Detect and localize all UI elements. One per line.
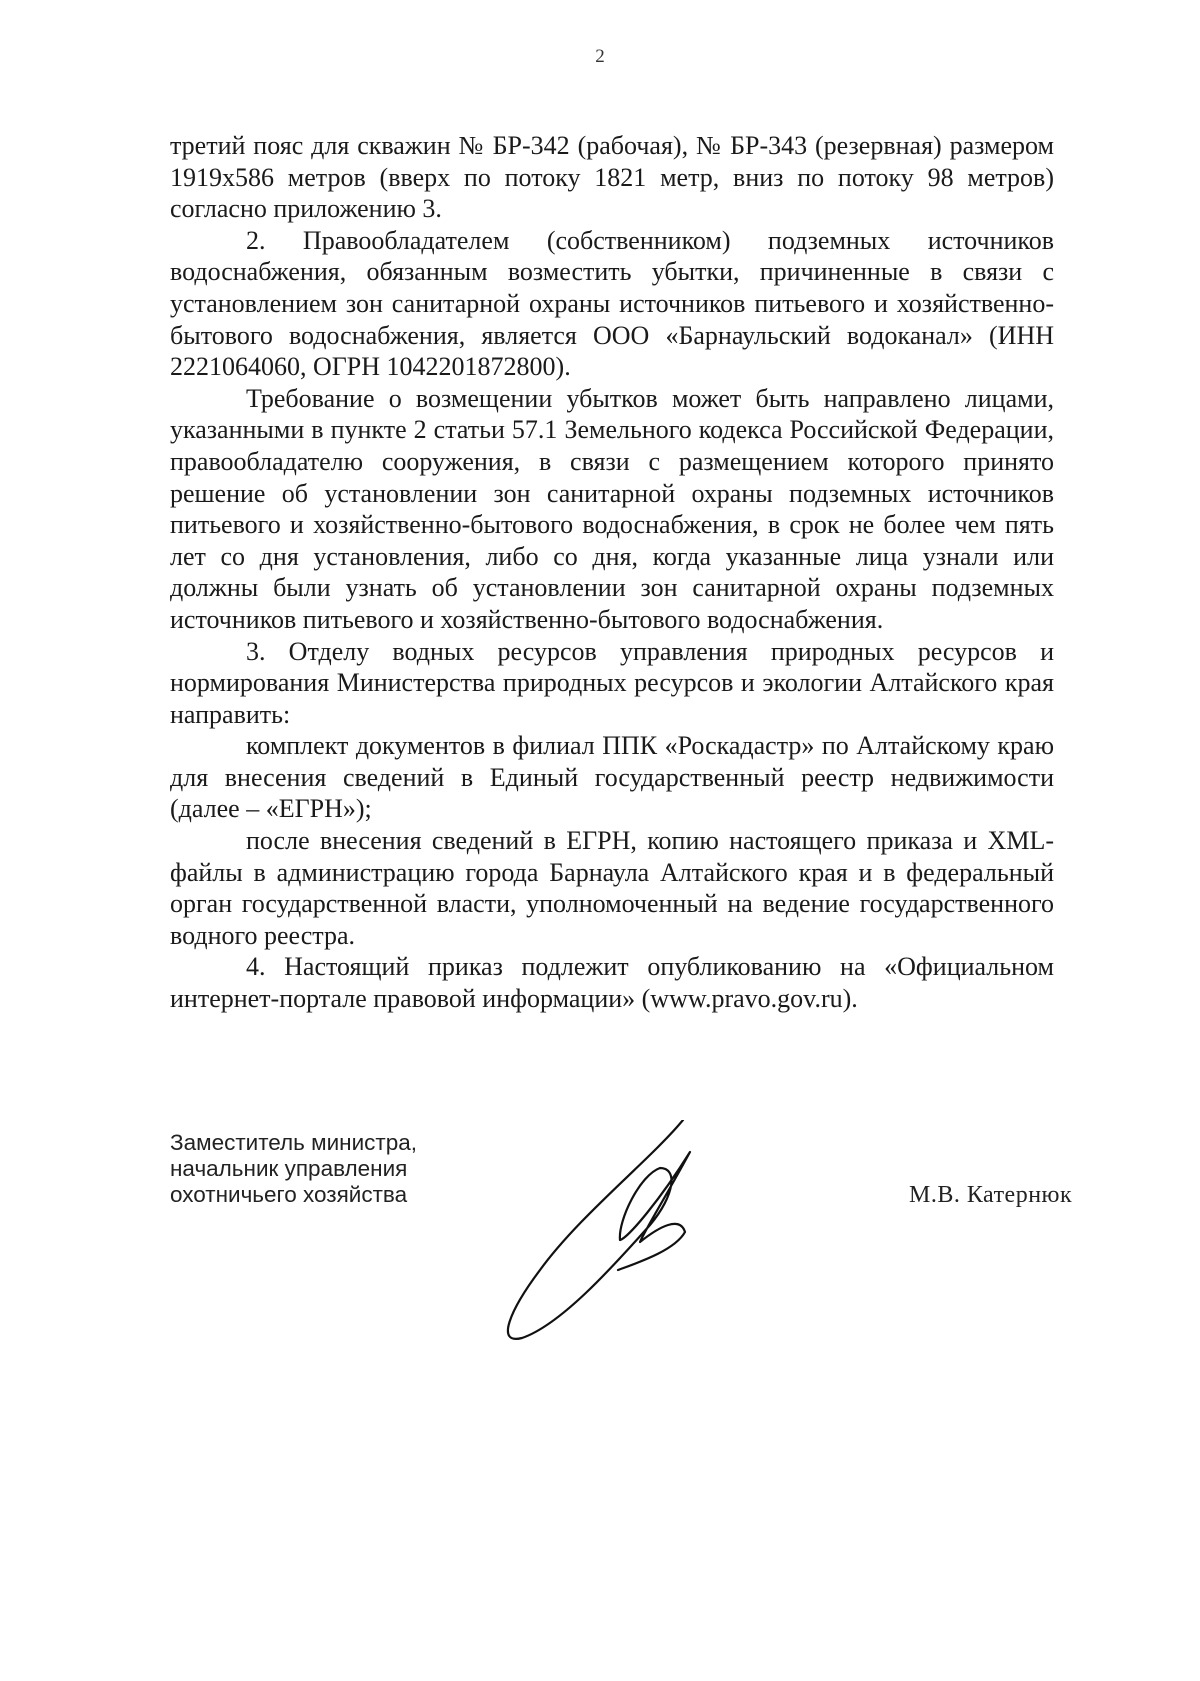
paragraph-third-zone: третий пояс для скважин № БР-342 (рабочая), № БР-343 (резервная) размером 1919х586 метров (вверх по потоку 1821 метр, вниз по потоку 98 метров) согласно приложению 3. (170, 131, 1054, 224)
paragraph-item-3-b: после внесения сведений в ЕГРН, копию настоящего приказа и XML-файлы в администрацию города Барнаула Алтайского края и в федеральный орган государственной власти, уполномоченный на ведение государственного водного реестра. (170, 826, 1054, 950)
paragraph-compensation: Требование о возмещении убытков может быть направлено лицами, указанными в пункте 2 статьи 57.1 Земельного кодекса Российской Федерации, правообладателю сооружения, в связи с размещением которого принято решение об установлении зон санитарной охраны подземных источников питьевого и хозяйственно-бытового водоснабжения, в срок не более чем пять лет со дня установления, либо со дня, когда указанные лица узнали или должны были узнать об установлении зон санитарной охраны подземных источников питьевого и хозяйственно-бытового водоснабжения. (170, 383, 1054, 634)
signer-position-line: охотничьего хозяйства (170, 1182, 408, 1207)
signer-position-line: Заместитель министра, (170, 1130, 417, 1155)
signer-position-line: начальник управления (170, 1156, 408, 1181)
signer-position (170, 1130, 417, 1208)
handwritten-signature (500, 1120, 750, 1350)
page-number: 2 (595, 46, 605, 67)
document-body (170, 130, 1054, 1015)
paragraph-item-3-a: комплект документов в филиал ППК «Роскадастр» по Алтайскому краю для внесения сведений в Единый государственный реестр недвижимости (далее – «ЕГРН»); (170, 731, 1054, 824)
paragraph-item-4: 4. Настоящий приказ подлежит опубликованию на «Официальном интернет-портале правовой информации» (www.pravo.gov.ru). (170, 952, 1054, 1014)
paragraph-item-2: 2. Правообладателем (собственником) подземных источников водоснабжения, обязанным возместить убытки, причиненные в связи с установлением зон санитарной охраны источников питьевого и хозяйственно-бытового водоснабжения, является ООО «Барнаульский водоканал» (ИНН 2221064060, ОГРН 1042201872800). (170, 225, 1054, 382)
paragraph-item-3: 3. Отделу водных ресурсов управления природных ресурсов и нормирования Министерства природных ресурсов и экологии Алтайского края направить: (170, 636, 1054, 729)
signer-name: М.В. Катернюк (909, 1182, 1073, 1208)
